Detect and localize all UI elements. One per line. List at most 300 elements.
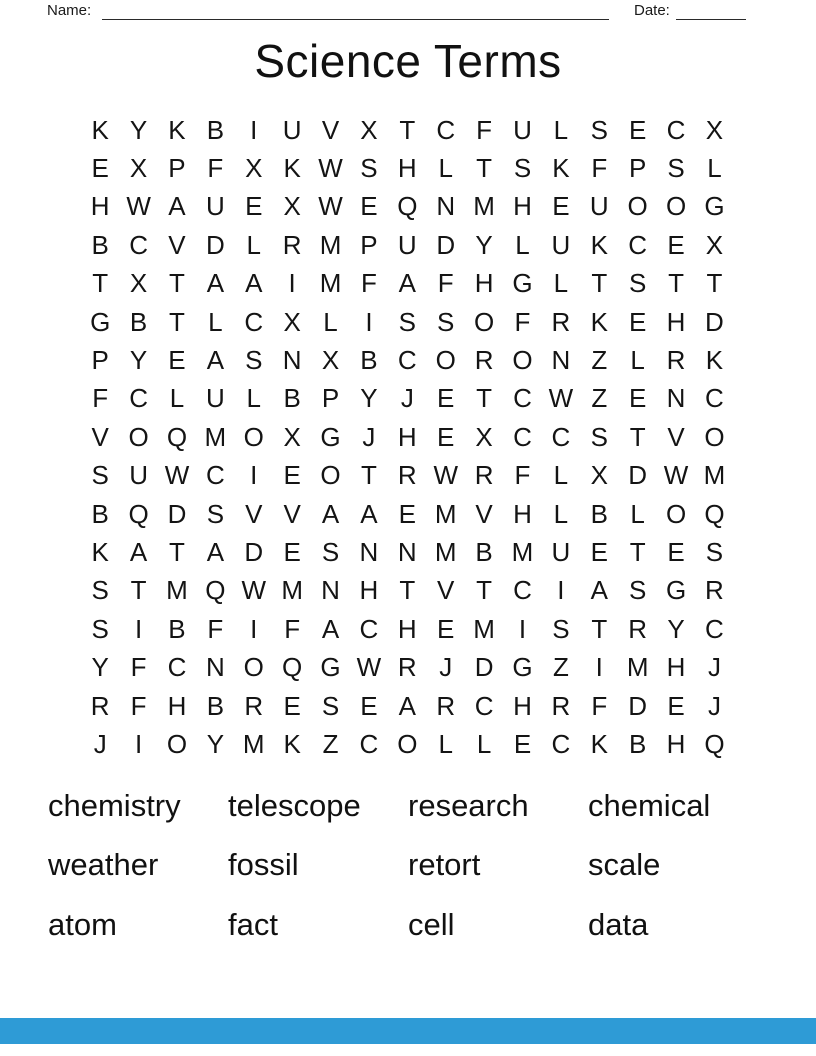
grid-letter: T	[706, 268, 723, 299]
grid-letter: V	[91, 421, 109, 452]
grid-letter: C	[397, 345, 417, 376]
grid-letter: R	[90, 690, 110, 721]
grid-letter: I	[250, 460, 258, 491]
grid-letter: C	[513, 575, 532, 606]
grid-letter: X	[705, 114, 724, 145]
word-bank-item: weather	[48, 847, 159, 883]
grid-letter: B	[283, 383, 301, 414]
grid-letter: Q	[704, 728, 725, 759]
grid-letter: B	[206, 114, 225, 145]
page-title: Science Terms	[254, 35, 562, 87]
grid-letter: V	[475, 498, 493, 529]
grid-letter: H	[666, 306, 686, 337]
grid-letter: I	[134, 728, 143, 759]
grid-letter: E	[590, 536, 608, 567]
grid-letter: H	[359, 575, 379, 606]
grid-letter: C	[436, 114, 456, 145]
grid-letter: C	[474, 690, 494, 721]
grid-letter: S	[552, 613, 570, 644]
grid-letter: D	[244, 536, 264, 567]
grid-letter: G	[320, 652, 341, 683]
grid-letter: E	[91, 153, 109, 184]
word-bank-item: chemistry	[48, 787, 181, 823]
grid-letter: H	[666, 728, 686, 759]
grid-letter: H	[167, 690, 187, 721]
grid-letter: X	[129, 268, 148, 299]
grid-letter: C	[244, 306, 264, 337]
grid-letter: J	[439, 652, 453, 683]
grid-letter: C	[359, 613, 379, 644]
grid-letter: U	[129, 460, 148, 491]
grid-letter: E	[513, 728, 532, 759]
grid-letter: E	[437, 421, 455, 452]
grid-letter: C	[205, 460, 225, 491]
grid-letter: M	[242, 728, 265, 759]
grid-letter: B	[206, 690, 225, 721]
grid-letter: X	[245, 153, 263, 184]
grid-letter: Y	[91, 652, 109, 683]
grid-letter: H	[397, 153, 417, 184]
word-search-grid	[81, 111, 734, 764]
grid-letter: A	[168, 191, 186, 222]
grid-letter: P	[321, 383, 340, 414]
grid-letter: U	[551, 536, 571, 567]
grid-letter: M	[319, 229, 342, 260]
grid-letter: S	[667, 153, 685, 184]
grid-letter: Z	[591, 345, 608, 376]
grid-letter: H	[90, 191, 110, 222]
grid-letter: D	[167, 498, 187, 529]
grid-letter: F	[476, 114, 493, 145]
grid-letter: K	[705, 345, 724, 376]
grid-letter: G	[512, 652, 533, 683]
grid-letter: A	[321, 613, 340, 644]
grid-letter: W	[164, 460, 190, 491]
word-bank-item: fact	[228, 906, 278, 942]
grid-letter: F	[92, 383, 109, 414]
grid-letter: V	[321, 114, 340, 145]
grid-letter: U	[551, 229, 571, 260]
grid-letter: A	[360, 498, 378, 529]
grid-letter: F	[591, 153, 608, 184]
grid-letter: L	[553, 498, 569, 529]
grid-letter: M	[473, 613, 495, 644]
grid-letter: L	[438, 728, 453, 759]
grid-letter: M	[434, 498, 457, 529]
grid-letter: U	[205, 383, 225, 414]
grid-letter: T	[169, 268, 185, 299]
grid-letter: S	[437, 306, 455, 337]
grid-letter: N	[436, 191, 456, 222]
grid-letter: K	[590, 306, 608, 337]
grid-letter: P	[360, 229, 378, 260]
grid-letter: F	[130, 690, 147, 721]
grid-letter: X	[321, 345, 340, 376]
grid-letter: N	[551, 345, 571, 376]
grid-letter: K	[552, 153, 570, 184]
grid-letter: Q	[128, 498, 149, 529]
grid-letter: X	[129, 153, 148, 184]
grid-letter: W	[318, 153, 343, 184]
grid-letter: G	[90, 306, 111, 337]
grid-letter: L	[553, 114, 569, 145]
grid-letter: A	[398, 690, 416, 721]
date-label: Date:	[634, 2, 670, 19]
grid-letter: R	[397, 460, 417, 491]
grid-letter: I	[250, 114, 258, 145]
grid-letter: E	[437, 383, 455, 414]
grid-letter: D	[205, 229, 225, 260]
grid-letter: I	[518, 613, 527, 644]
grid-letter: B	[91, 229, 109, 260]
grid-letter: M	[281, 575, 303, 606]
grid-letter: F	[514, 306, 531, 337]
grid-letter: B	[360, 345, 378, 376]
grid-letter: E	[667, 229, 685, 260]
grid-letter: A	[321, 498, 340, 529]
grid-letter: L	[208, 306, 223, 337]
word-bank-item: scale	[588, 847, 661, 883]
grid-letter: I	[134, 613, 143, 644]
grid-letter: S	[398, 306, 416, 337]
grid-letter: O	[320, 460, 341, 491]
grid-letter: N	[666, 383, 686, 414]
grid-letter: K	[283, 153, 301, 184]
grid-letter: W	[241, 575, 267, 606]
grid-letter: S	[590, 114, 608, 145]
grid-letter: E	[283, 536, 301, 567]
grid-letter: E	[360, 690, 378, 721]
footer-accent-bar	[0, 1018, 816, 1044]
grid-letter: G	[665, 575, 687, 606]
grid-letter: L	[323, 306, 338, 337]
grid-letter: K	[91, 114, 109, 145]
grid-letter: M	[511, 536, 534, 567]
word-bank-item: retort	[408, 847, 481, 883]
word-bank-item: research	[408, 787, 529, 823]
grid-letter: A	[206, 345, 225, 376]
grid-letter: O	[435, 345, 456, 376]
grid-letter: Y	[206, 728, 225, 759]
grid-letter: U	[513, 114, 532, 145]
grid-letter: T	[92, 268, 109, 299]
grid-letter: R	[666, 345, 686, 376]
grid-letter: S	[590, 421, 608, 452]
grid-letter: S	[513, 153, 532, 184]
grid-letter: U	[205, 191, 225, 222]
grid-letter: X	[590, 460, 608, 491]
grid-letter: E	[437, 613, 455, 644]
grid-letter: Y	[129, 114, 148, 145]
grid-letter: H	[474, 268, 494, 299]
grid-letter: O	[243, 421, 264, 452]
grid-letter: T	[591, 613, 608, 644]
grid-letter: J	[362, 421, 376, 452]
grid-letter: V	[168, 229, 186, 260]
grid-letter: T	[169, 536, 185, 567]
grid-letter: P	[628, 153, 647, 184]
grid-letter: O	[166, 728, 188, 759]
grid-letter: R	[282, 229, 302, 260]
grid-letter: M	[473, 191, 495, 222]
grid-letter: Y	[360, 383, 378, 414]
grid-letter: Q	[166, 421, 188, 452]
grid-letter: F	[360, 268, 377, 299]
grid-letter: E	[168, 345, 186, 376]
grid-letter: J	[93, 728, 107, 759]
grid-letter: B	[168, 613, 186, 644]
grid-letter: B	[475, 536, 493, 567]
grid-letter: B	[628, 728, 647, 759]
grid-letter: V	[283, 498, 301, 529]
grid-letter: H	[397, 421, 417, 452]
grid-letter: G	[320, 421, 341, 452]
grid-letter: T	[476, 383, 493, 414]
grid-letter: J	[707, 690, 721, 721]
grid-letter: O	[704, 421, 725, 452]
grid-letter: T	[591, 268, 608, 299]
grid-letter: X	[283, 421, 301, 452]
grid-letter: T	[130, 575, 147, 606]
grid-letter: T	[360, 460, 377, 491]
grid-letter: X	[283, 306, 301, 337]
grid-letter: W	[318, 191, 343, 222]
grid-letter: U	[282, 114, 302, 145]
grid-letter: X	[475, 421, 493, 452]
grid-letter: K	[590, 229, 608, 260]
grid-letter: L	[246, 383, 261, 414]
grid-letter: J	[400, 383, 414, 414]
grid-letter: L	[515, 229, 530, 260]
grid-letter: E	[360, 191, 378, 222]
grid-letter: C	[628, 229, 648, 260]
grid-letter: Q	[397, 191, 418, 222]
grid-letter: K	[91, 536, 109, 567]
grid-letter: C	[129, 383, 148, 414]
grid-letter: O	[627, 191, 648, 222]
grid-letter: S	[321, 690, 340, 721]
grid-letter: T	[476, 575, 493, 606]
grid-letter: P	[168, 153, 186, 184]
grid-letter: T	[476, 153, 493, 184]
grid-letter: S	[628, 575, 647, 606]
grid-letter: W	[663, 460, 689, 491]
name-blank-line	[102, 2, 609, 20]
grid-letter: O	[473, 306, 495, 337]
grid-letter: S	[206, 498, 225, 529]
word-bank-item: atom	[48, 906, 117, 942]
grid-letter: F	[437, 268, 454, 299]
grid-letter: V	[667, 421, 685, 452]
grid-letter: I	[557, 575, 565, 606]
grid-letter: C	[705, 613, 724, 644]
grid-letter: F	[207, 153, 224, 184]
grid-letter: Y	[475, 229, 493, 260]
grid-letter: L	[630, 498, 645, 529]
grid-letter: C	[551, 728, 571, 759]
grid-letter: W	[433, 460, 458, 491]
grid-letter: I	[288, 268, 296, 299]
grid-letter: T	[629, 536, 646, 567]
grid-letter: Q	[704, 498, 725, 529]
grid-letter: A	[245, 268, 263, 299]
grid-letter: B	[91, 498, 109, 529]
grid-letter: L	[630, 345, 645, 376]
grid-letter: K	[590, 728, 608, 759]
grid-letter: B	[129, 306, 148, 337]
grid-letter: Y	[667, 613, 685, 644]
grid-letter: T	[169, 306, 185, 337]
grid-letter: E	[398, 498, 416, 529]
grid-letter: R	[705, 575, 724, 606]
grid-letter: M	[434, 536, 457, 567]
grid-letter: S	[321, 536, 340, 567]
grid-letter: R	[628, 613, 648, 644]
grid-letter: Q	[205, 575, 226, 606]
grid-letter: Z	[591, 383, 608, 414]
grid-letter: V	[437, 575, 455, 606]
grid-letter: S	[628, 268, 647, 299]
grid-letter: U	[397, 229, 417, 260]
grid-letter: I	[365, 306, 373, 337]
grid-letter: E	[667, 536, 685, 567]
grid-letter: E	[283, 460, 301, 491]
grid-letter: F	[591, 690, 608, 721]
grid-letter: D	[705, 306, 724, 337]
grid-letter: F	[207, 613, 224, 644]
grid-letter: I	[250, 613, 258, 644]
grid-letter: C	[513, 421, 532, 452]
word-bank	[48, 776, 768, 955]
grid-letter: C	[167, 652, 187, 683]
grid-letter: T	[399, 575, 416, 606]
grid-letter: H	[513, 191, 532, 222]
grid-letter: O	[665, 191, 687, 222]
grid-letter: F	[284, 613, 301, 644]
grid-letter: E	[628, 114, 647, 145]
grid-letter: E	[283, 690, 301, 721]
grid-letter: T	[399, 114, 416, 145]
grid-letter: W	[548, 383, 574, 414]
grid-letter: C	[513, 383, 532, 414]
grid-letter: G	[512, 268, 533, 299]
grid-letter: M	[319, 268, 342, 299]
grid-letter: M	[703, 460, 726, 491]
grid-letter: R	[244, 690, 264, 721]
grid-letter: Z	[552, 652, 569, 683]
name-label: Name:	[47, 2, 92, 19]
grid-letter: Q	[282, 652, 303, 683]
grid-letter: R	[551, 690, 571, 721]
grid-letter: T	[629, 421, 646, 452]
grid-letter: O	[128, 421, 149, 452]
grid-letter: D	[474, 652, 494, 683]
grid-letter: A	[590, 575, 608, 606]
grid-letter: S	[360, 153, 378, 184]
grid-letter: N	[282, 345, 302, 376]
word-bank-item: data	[588, 906, 649, 942]
grid-letter: X	[360, 114, 378, 145]
grid-letter: M	[166, 575, 188, 606]
grid-letter: M	[626, 652, 649, 683]
grid-letter: B	[590, 498, 608, 529]
grid-letter: G	[704, 191, 725, 222]
grid-letter: R	[436, 690, 456, 721]
grid-letter: S	[91, 613, 109, 644]
grid-letter: O	[512, 345, 533, 376]
grid-letter: R	[397, 652, 417, 683]
grid-letter: R	[474, 460, 494, 491]
grid-letter: C	[359, 728, 379, 759]
grid-letter: L	[246, 229, 261, 260]
grid-letter: W	[126, 191, 151, 222]
grid-letter: D	[436, 229, 456, 260]
grid-letter: L	[169, 383, 185, 414]
grid-letter: S	[91, 460, 109, 491]
grid-letter: X	[705, 229, 724, 260]
grid-letter: L	[553, 268, 569, 299]
grid-letter: F	[514, 460, 531, 491]
grid-letter: L	[707, 153, 722, 184]
grid-letter: C	[551, 421, 571, 452]
grid-letter: N	[321, 575, 340, 606]
grid-letter: E	[552, 191, 570, 222]
grid-letter: N	[397, 536, 417, 567]
grid-letter: C	[666, 114, 686, 145]
grid-letter: C	[705, 383, 724, 414]
grid-letter: L	[476, 728, 492, 759]
grid-letter: O	[397, 728, 418, 759]
word-bank-item: telescope	[228, 787, 361, 823]
grid-letter: A	[398, 268, 416, 299]
grid-letter: O	[665, 498, 687, 529]
grid-letter: S	[705, 536, 724, 567]
grid-letter: V	[245, 498, 263, 529]
grid-letter: K	[168, 114, 186, 145]
grid-letter: J	[707, 652, 721, 683]
grid-letter: E	[628, 306, 647, 337]
grid-letter: Y	[129, 345, 148, 376]
grid-letter: D	[628, 690, 648, 721]
grid-letter: L	[438, 153, 453, 184]
grid-letter: E	[667, 690, 685, 721]
grid-letter: N	[205, 652, 225, 683]
word-bank-item: chemical	[588, 787, 711, 823]
date-blank-line	[676, 2, 746, 20]
grid-letter: H	[513, 690, 532, 721]
grid-letter: P	[91, 345, 109, 376]
grid-letter: T	[668, 268, 684, 299]
grid-letter: C	[129, 229, 148, 260]
grid-letter: X	[283, 191, 301, 222]
grid-letter: N	[359, 536, 379, 567]
grid-letter: I	[595, 652, 603, 683]
grid-letter: A	[129, 536, 148, 567]
grid-letter: H	[666, 652, 686, 683]
grid-letter: L	[553, 460, 569, 491]
grid-letter: A	[206, 268, 225, 299]
grid-letter: W	[356, 652, 382, 683]
grid-letter: S	[245, 345, 263, 376]
grid-letter: U	[589, 191, 609, 222]
grid-letter: R	[551, 306, 571, 337]
grid-letter: S	[91, 575, 109, 606]
grid-letter: O	[243, 652, 264, 683]
grid-letter: R	[474, 345, 494, 376]
grid-letter: H	[397, 613, 417, 644]
grid-letter: A	[206, 536, 225, 567]
grid-letter: K	[283, 728, 301, 759]
